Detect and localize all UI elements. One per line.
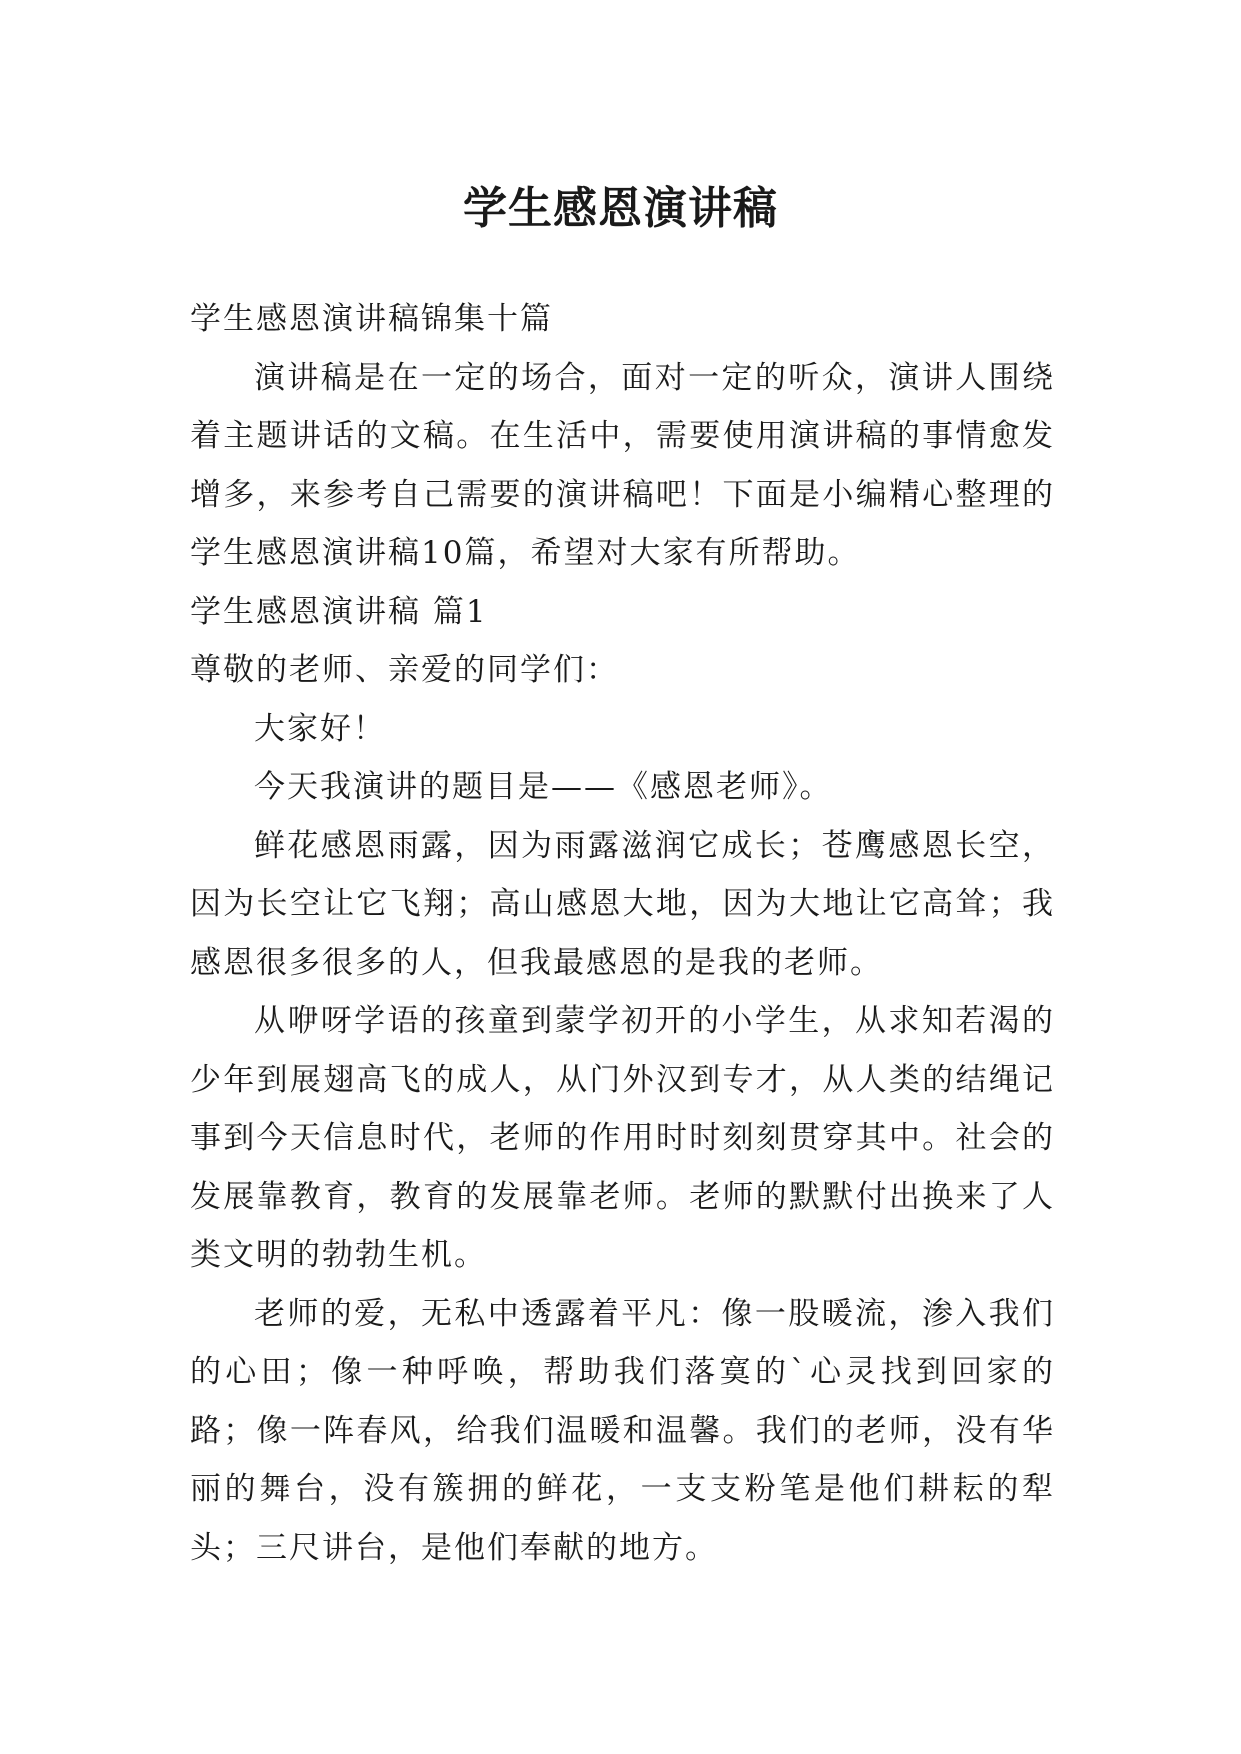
paragraph-body: 从咿呀学语的孩童到蒙学初开的小学生，从求知若渴的少年到展翅高飞的成人，从门外汉到专才，从人类的结绳记事到今天信息时代，老师的作用时时刻刻贯穿其中。社会的发展靠教育，教育的发展靠老师。老师的默默付出换来了人类文明的勃勃生机。 [190,1003,1055,1273]
paragraph-body: 鲜花感恩雨露，因为雨露滋润它成长；苍鹰感恩长空，因为长空让它飞翔；高山感恩大地，因为大地让它高耸；我感恩很多很多的人，但我最感恩的是我的老师。 [190,827,1055,981]
paragraph-salutation: 尊敬的老师、亲爱的同学们： [190,652,619,688]
paragraph-subtitle: 学生感恩演讲稿锦集十篇 [190,301,553,337]
paragraph-body: 老师的爱，无私中透露着平凡：像一股暖流，渗入我们的心田；像一种呼唤，帮助我们落寞的`心灵找到回家的路；像一阵春风，给我们温暖和温馨。我们的老师，没有华丽的舞台，没有簇拥的鲜花，一支支粉笔是他们耕耘的犁头；三尺讲台，是他们奉献的地方。 [190,1295,1055,1566]
paragraph-greeting: 大家好！ [254,710,386,747]
paragraph-topic: 今天我演讲的题目是——《感恩老师》。 [254,769,833,805]
document-title: 学生感恩演讲稿 [463,183,778,235]
paragraph-intro: 演讲稿是在一定的场合，面对一定的听众，演讲人围绕着主题讲话的文稿。在生活中，需要使用演讲稿的事情愈发增多，来参考自己需要的演讲稿吧！下面是小编精心整理的学生感恩演讲稿10篇，希望对大家有所帮助。 [190,359,1055,571]
paragraph-section-heading: 学生感恩演讲稿 篇1 [190,593,488,630]
document-body [190,290,1055,1577]
